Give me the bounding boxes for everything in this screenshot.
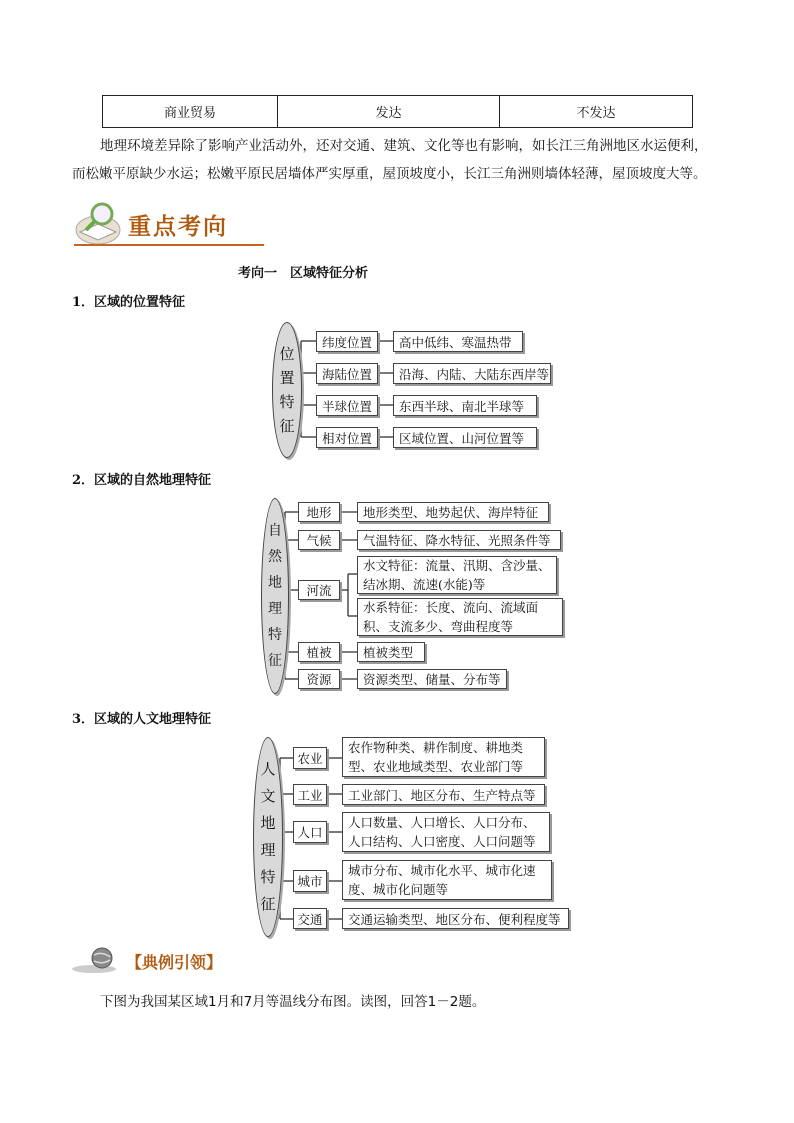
diagram3-label-agriculture: 农业	[293, 747, 327, 769]
table-cell: 不发达	[500, 96, 693, 128]
diagram2-label-river: 河流	[298, 580, 340, 600]
diagram3-label-population: 人口	[293, 821, 327, 843]
diagram1-detail-latitude: 高中低纬、寒温热带	[393, 331, 523, 352]
diagram1-detail-relative: 区域位置、山河位置等	[393, 427, 537, 448]
table-cell: 商业贸易	[103, 96, 278, 128]
section-heading-1: 1．区域的位置特征	[72, 295, 186, 310]
diagram3-detail-population: 人口数量、人口增长、人口分布、人口结构、人口密度、人口问题等	[342, 812, 550, 852]
section-heading-2: 2．区域的自然地理特征	[72, 473, 212, 488]
table-cell: 发达	[278, 96, 500, 128]
diagram1-detail-hemisphere: 东西半球、南北半球等	[393, 395, 537, 416]
diagram1-label-relative: 相对位置	[316, 427, 378, 448]
diagram2-detail-terrain: 地形类型、地势起伏、海岸特征	[357, 502, 549, 522]
diagram3-detail-industry: 工业部门、地区分布、生产特点等	[342, 784, 545, 805]
diagram2-detail-climate: 气温特征、降水特征、光照条件等	[357, 530, 561, 550]
diagram1-label-hemisphere: 半球位置	[316, 395, 378, 416]
diagram3-label-industry: 工业	[293, 784, 327, 805]
diagram1-label-land-sea: 海陆位置	[316, 363, 378, 384]
diagram3-detail-transport: 交通运输类型、地区分布、便利程度等	[342, 908, 569, 929]
diagram2-label-resources: 资源	[298, 669, 340, 689]
diagram1-detail-land-sea: 沿海、内陆、大陆东西岸等	[393, 363, 551, 384]
location-features-oval: 位 置 特 征	[272, 322, 302, 458]
example-title: 【典例引领】	[126, 953, 223, 972]
diagram2-label-climate: 气候	[298, 530, 340, 550]
diagram3-label-city: 城市	[293, 870, 327, 892]
diagram2-detail-resources: 资源类型、储量、分布等	[357, 669, 507, 689]
paragraph-line-2: 而松嫩平原缺少水运；松嫩平原民居墙体严实厚重，屋顶坡度小，长江三角洲则墙体轻薄，屋顶坡度大等。	[72, 166, 707, 182]
globe-icon	[72, 945, 128, 975]
natural-features-oval: 自 然 地 理 特 征	[261, 498, 289, 694]
paragraph-line-1: 地理环境差异除了影响产业活动外，还对交通、建筑、文化等也有影响，如长江三角洲地区水运便利，	[100, 138, 708, 154]
diagram1-label-latitude: 纬度位置	[316, 331, 378, 352]
banner-title: 重点考向	[128, 213, 228, 240]
diagram3-label-transport: 交通	[293, 908, 327, 929]
diagram2-detail-river-system: 水系特征：长度、流向、流域面积、支流多少、弯曲程度等	[357, 598, 563, 636]
section-heading-3: 3．区域的人文地理特征	[72, 712, 212, 727]
diagram3-detail-city: 城市分布、城市化水平、城市化速度、城市化问题等	[342, 860, 552, 900]
diagram3-detail-agriculture: 农作物种类、耕作制度、耕地类型、农业地域类型、农业部门等	[342, 737, 545, 777]
diagram2-label-terrain: 地形	[298, 502, 340, 522]
diagram2-label-vegetation: 植被	[298, 642, 340, 662]
human-features-oval: 人 文 地 理 特 征	[253, 737, 283, 937]
example-prompt: 下图为我国某区域1月和7月等温线分布图。读图，回答1－2题。	[100, 994, 486, 1010]
diagram2-detail-vegetation: 植被类型	[357, 642, 425, 662]
diagram2-detail-river-hydrology: 水文特征：流量、汛期、含沙量、结冰期、流速(水能)等	[357, 556, 557, 594]
subsection-title: 考向一 区域特征分析	[238, 266, 369, 281]
